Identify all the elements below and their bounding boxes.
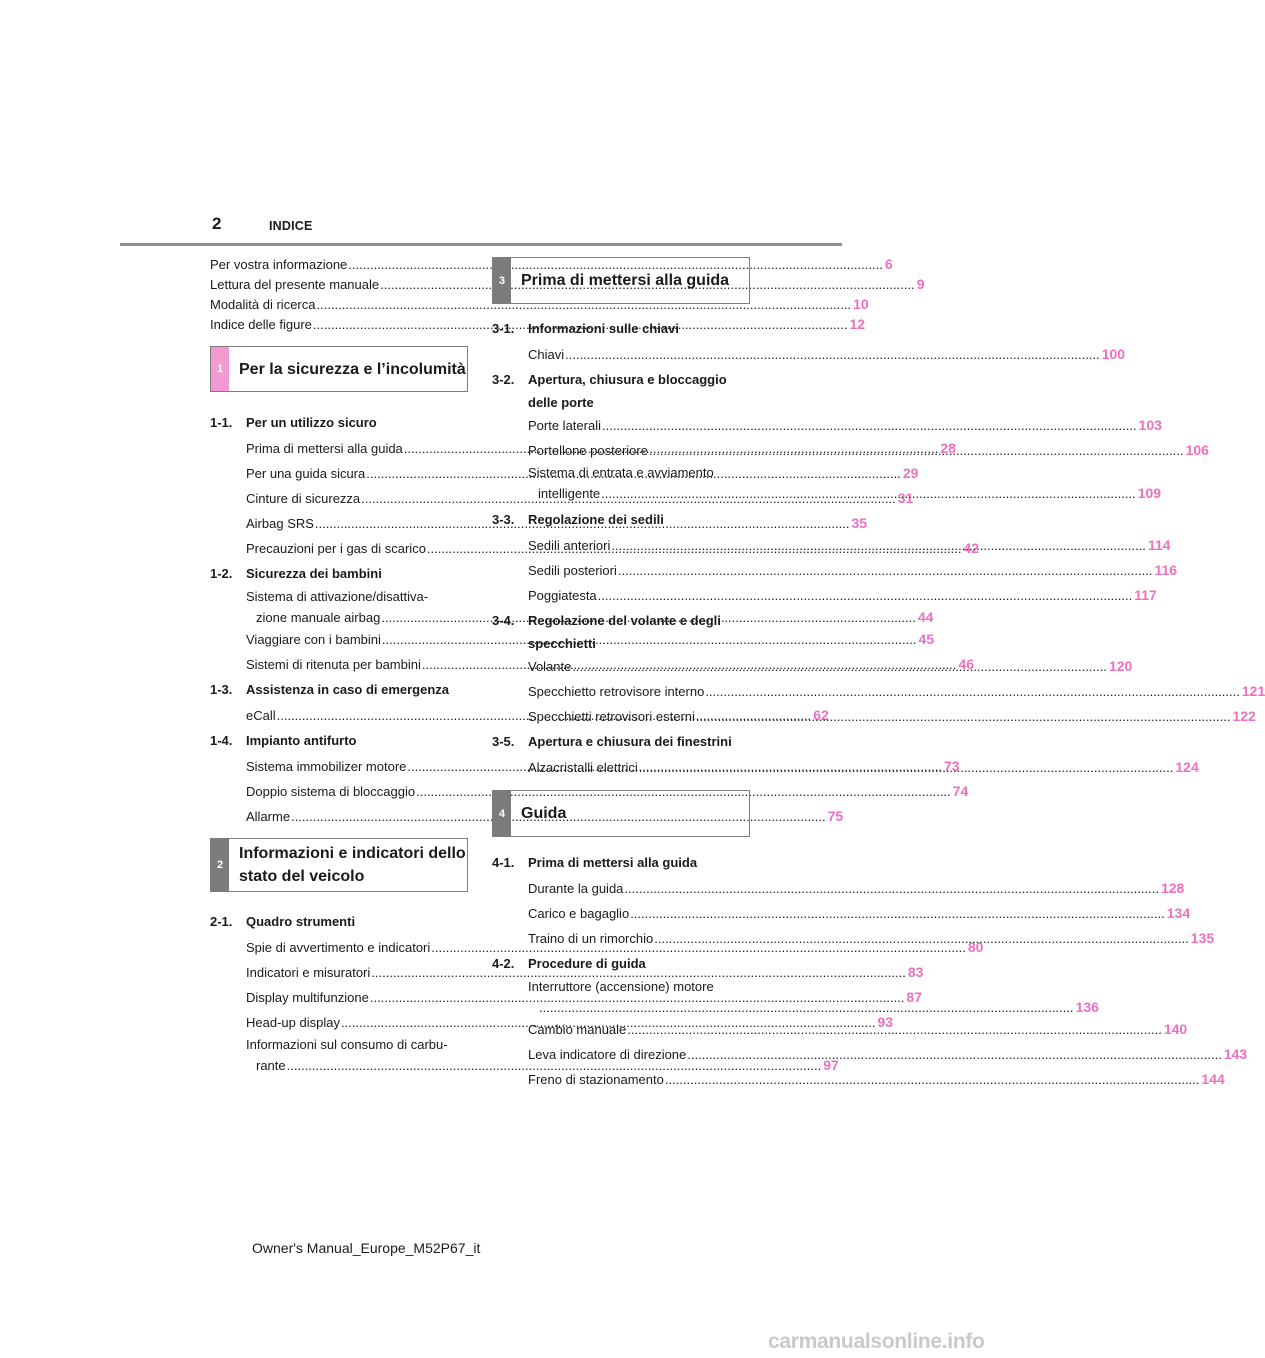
subsection-heading[interactable] — [210, 728, 468, 754]
toc-entry-label: Leva indicatore di direzione — [528, 1047, 687, 1062]
toc-leader-dots — [539, 998, 1074, 1018]
section-title: Prima di mettersi alla guida — [521, 272, 730, 289]
toc-entry-label-line: Sistema di attivazione/disattiva- — [246, 589, 429, 604]
toc-entry-label-line: Informazioni sul consumo di carbu- — [246, 1037, 448, 1052]
toc-entry-label: Volante — [528, 659, 572, 674]
subsection-heading[interactable] — [210, 909, 468, 935]
toc-leader-dots — [611, 533, 1146, 558]
toc-leader-dots — [565, 342, 1100, 367]
subsection-heading[interactable] — [210, 677, 468, 703]
toc-entry[interactable] — [492, 679, 1265, 704]
toc-page-link[interactable]: 46 — [958, 656, 974, 672]
subsection-title: Procedure di guida — [528, 956, 646, 971]
toc-page-link[interactable]: 122 — [1232, 708, 1256, 724]
toc-entry-label: Carico e bagaglio — [528, 906, 630, 921]
toc-leader-dots — [639, 755, 1174, 780]
toc-entry[interactable] — [492, 558, 1178, 583]
toc-page-link[interactable]: 140 — [1163, 1021, 1188, 1037]
toc-page-link[interactable]: 143 — [1223, 1046, 1248, 1062]
section-title: Per la sicurezza e l’incolumità — [239, 360, 466, 378]
toc-page-link[interactable]: 83 — [907, 964, 924, 980]
toc-page-link[interactable]: 109 — [1137, 485, 1162, 501]
page-number: 2 — [212, 214, 222, 233]
toc-entry-label: Specchietti retrovisori esterni — [528, 709, 695, 724]
subsection-title-line: delle porte — [528, 395, 594, 410]
toc-leader-dots — [696, 704, 1231, 729]
subsection-number: 1-4. — [210, 733, 233, 748]
toc-entry-label: Cambio manuale — [528, 1022, 627, 1037]
subsection-title: Impianto antifurto — [246, 733, 357, 748]
toc-entry-label: Sistema immobilizer motore — [246, 759, 407, 774]
toc-entry-label: Per vostra informazione — [210, 257, 348, 272]
toc-leader-dots — [630, 901, 1165, 926]
footer-manual-id: Owner's Manual_Europe_M52P67_it — [252, 1240, 481, 1256]
section-title-line: stato del veicolo — [239, 868, 365, 885]
subsection-title: Prima di mettersi alla guida — [528, 855, 698, 870]
toc-page-link[interactable]: 135 — [1190, 930, 1215, 946]
subsection-title: Per un utilizzo sicuro — [246, 415, 377, 430]
subsection-heading[interactable] — [210, 561, 468, 587]
toc-page-link[interactable]: 116 — [1154, 562, 1178, 578]
toc-entry-label: Durante la guida — [528, 881, 624, 896]
toc-page-link[interactable]: 12 — [849, 316, 866, 332]
toc-page-link[interactable]: 45 — [918, 631, 935, 647]
toc-leader-dots — [598, 583, 1133, 608]
header-divider — [120, 243, 842, 246]
toc-leader-dots — [654, 926, 1189, 951]
section-tab: 1 — [211, 347, 229, 391]
toc-entry[interactable] — [492, 342, 1126, 367]
toc-entry[interactable] — [492, 901, 1191, 926]
toc-entry-label: Allarme — [246, 809, 291, 824]
subsection-number: 1-3. — [210, 682, 233, 697]
toc-page-link[interactable]: 120 — [1108, 658, 1133, 674]
subsection-title: Regolazione dei sedili — [528, 512, 664, 527]
subsection-number: 3-1. — [492, 321, 515, 336]
toc-entry-label: Airbag SRS — [246, 516, 314, 531]
toc-leader-dots — [665, 1067, 1200, 1092]
toc-page-link[interactable]: 10 — [853, 296, 869, 312]
toc-entry-label: intelligente — [538, 486, 601, 501]
toc-page-link[interactable]: 28 — [940, 440, 956, 456]
toc-page-link[interactable]: 74 — [952, 783, 969, 799]
toc-entry-label: Chiavi — [528, 347, 565, 362]
subsection-title: Sicurezza dei bambini — [246, 566, 382, 581]
toc-page-link[interactable]: 62 — [813, 707, 829, 723]
subsection-heading[interactable] — [210, 410, 468, 436]
toc-leader-dots — [627, 1017, 1162, 1042]
subsection-heading[interactable] — [492, 367, 750, 393]
subsection-title: Quadro strumenti — [246, 914, 356, 929]
toc-entry-label: Sedili anteriori — [528, 538, 611, 553]
toc-page-link[interactable]: 121 — [1241, 683, 1265, 699]
toc-entry[interactable] — [210, 779, 969, 804]
subsection-title: Regolazione del volante e degli — [528, 613, 721, 628]
subsection-number: 3-5. — [492, 734, 515, 749]
subsection-number: 1-2. — [210, 566, 233, 581]
toc-page-link[interactable]: 73 — [943, 758, 960, 774]
toc-entry[interactable] — [210, 294, 869, 314]
toc-entry-label: Portellone posteriore — [528, 443, 648, 458]
section-2-header[interactable] — [210, 838, 468, 892]
subsection-title: Apertura, chiusura e bloccaggio — [528, 372, 727, 387]
toc-entry-label: Alzacristalli elettrici — [528, 760, 638, 775]
toc-entry-label: zione manuale airbag — [256, 610, 381, 625]
toc-leader-dots — [687, 1042, 1222, 1067]
toc-entry-label: Specchietto retrovisore interno — [528, 684, 705, 699]
toc-entry-label: Doppio sistema di bloccaggio — [246, 784, 416, 799]
toc-entry-label: Viaggiare con i bambini — [246, 632, 381, 647]
toc-entry-label: Porte laterali — [528, 418, 601, 433]
toc-page-link[interactable]: 117 — [1134, 587, 1157, 603]
section-title-line: Informazioni e indicatori dello — [239, 845, 466, 862]
subsection-heading[interactable] — [492, 507, 750, 533]
subsection-title: Assistenza in caso di emergenza — [246, 682, 450, 697]
toc-leader-dots — [624, 876, 1159, 901]
toc-entry-label: Precauzioni per i gas di scarico — [246, 541, 426, 556]
toc-page-link[interactable]: 103 — [1138, 417, 1162, 433]
toc-page-link[interactable]: 93 — [877, 1014, 894, 1030]
page-title: INDICE — [269, 219, 313, 233]
toc-entry-label: Sedili posteriori — [528, 563, 617, 578]
toc-entry-label: Display multifunzione — [246, 990, 369, 1005]
toc-page-link[interactable]: 97 — [823, 1057, 839, 1073]
section-1-header[interactable] — [210, 346, 468, 392]
toc-page-link[interactable]: 100 — [1101, 346, 1126, 362]
toc-entry-label: Indicatori e misuratori — [246, 965, 371, 980]
toc-page-link[interactable]: 114 — [1147, 537, 1171, 553]
toc-entry[interactable] — [492, 1067, 1225, 1092]
toc-entry-label: Lettura del presente manuale — [210, 277, 380, 292]
toc-entry[interactable] — [492, 413, 1162, 438]
watermark: carmanualsonline.info — [768, 1330, 985, 1353]
toc-list — [492, 342, 1126, 367]
toc-leader-dots — [601, 484, 1136, 504]
toc-page-link[interactable]: 31 — [897, 490, 914, 506]
toc-page-link[interactable]: 6 — [884, 256, 893, 272]
toc-page-link[interactable]: 128 — [1160, 880, 1185, 896]
subsection-number: 3-4. — [492, 613, 515, 628]
toc-page-link[interactable]: 144 — [1201, 1071, 1225, 1087]
toc-page-link[interactable]: 136 — [1075, 999, 1099, 1015]
toc-entry-label: Indice delle figure — [210, 317, 312, 332]
toc-entry-label: Spie di avvertimento e indicatori — [246, 940, 431, 955]
subsection-heading[interactable] — [492, 316, 750, 342]
toc-entry-label-line: Sistema di entrata e avviamento — [528, 465, 714, 480]
toc-page-link[interactable]: 42 — [963, 540, 980, 556]
subsection-number: 4-1. — [492, 855, 515, 870]
toc-entry-label: Freno di stazionamento — [528, 1072, 664, 1087]
subsection-number: 3-3. — [492, 512, 515, 527]
subsection-heading[interactable] — [492, 951, 750, 977]
toc-leader-dots — [705, 679, 1240, 704]
subsection-title-line: specchietti — [528, 636, 596, 651]
section-title — [229, 839, 466, 891]
subsection-heading[interactable] — [492, 608, 750, 634]
section-tab: 4 — [493, 791, 511, 836]
toc-entry-label: eCall — [246, 708, 276, 723]
subsection-heading[interactable] — [492, 729, 750, 755]
toc-entry-label: Sistemi di ritenuta per bambini — [246, 657, 421, 672]
subsection-number: 4-2. — [492, 956, 515, 971]
subsection-number: 3-2. — [492, 372, 515, 387]
section-title: Guida — [521, 805, 567, 822]
section-4-header[interactable] — [492, 790, 750, 837]
toc-leader-dots — [572, 654, 1107, 679]
toc-page-link[interactable]: 9 — [916, 276, 925, 292]
toc-entry-label-line: Interruttore (accensione) motore — [528, 979, 714, 994]
toc-entry-label: Cinture di sicurezza — [246, 491, 361, 506]
subsection-number: 2-1. — [210, 914, 233, 929]
subsection-number: 1-1. — [210, 415, 233, 430]
toc-page-link[interactable]: 75 — [827, 808, 844, 824]
section-3-header[interactable] — [492, 257, 750, 304]
toc-entry-label: Per una guida sicura — [246, 466, 366, 481]
toc-entry-label: Head-up display — [246, 1015, 340, 1030]
toc-entry-label: Poggiatesta — [528, 588, 597, 603]
toc-leader-dots — [618, 558, 1153, 583]
toc-page-link[interactable]: 106 — [1185, 442, 1209, 458]
toc-page-link[interactable]: 134 — [1166, 905, 1191, 921]
toc-entry-label: rante — [256, 1058, 286, 1073]
toc-entry[interactable] — [492, 876, 1185, 901]
subsection-title: Informazioni sulle chiavi — [528, 321, 679, 336]
section-tab: 3 — [493, 258, 511, 303]
section-tab: 2 — [211, 839, 229, 891]
toc-entry-label: Traino di un rimorchio — [528, 931, 654, 946]
toc-entry-label: Prima di mettersi alla guida — [246, 441, 403, 456]
toc-leader-dots — [649, 438, 1184, 463]
toc-page-link[interactable]: 80 — [967, 939, 984, 955]
toc-entry[interactable] — [210, 1055, 839, 1075]
toc-leader-dots — [602, 413, 1137, 438]
toc-page-link[interactable]: 35 — [851, 515, 868, 531]
subsection-heading[interactable] — [492, 850, 750, 876]
subsection-title: Apertura e chiusura dei finestrini — [528, 734, 732, 749]
toc-page-link[interactable]: 87 — [906, 989, 922, 1005]
toc-page-link[interactable]: 44 — [917, 609, 934, 625]
toc-entry[interactable] — [210, 254, 893, 274]
toc-page-link[interactable]: 124 — [1175, 759, 1199, 775]
toc-page-link[interactable]: 29 — [902, 465, 919, 481]
toc-entry-label: Modalità di ricerca — [210, 297, 316, 312]
toc-entry[interactable] — [492, 583, 1157, 608]
